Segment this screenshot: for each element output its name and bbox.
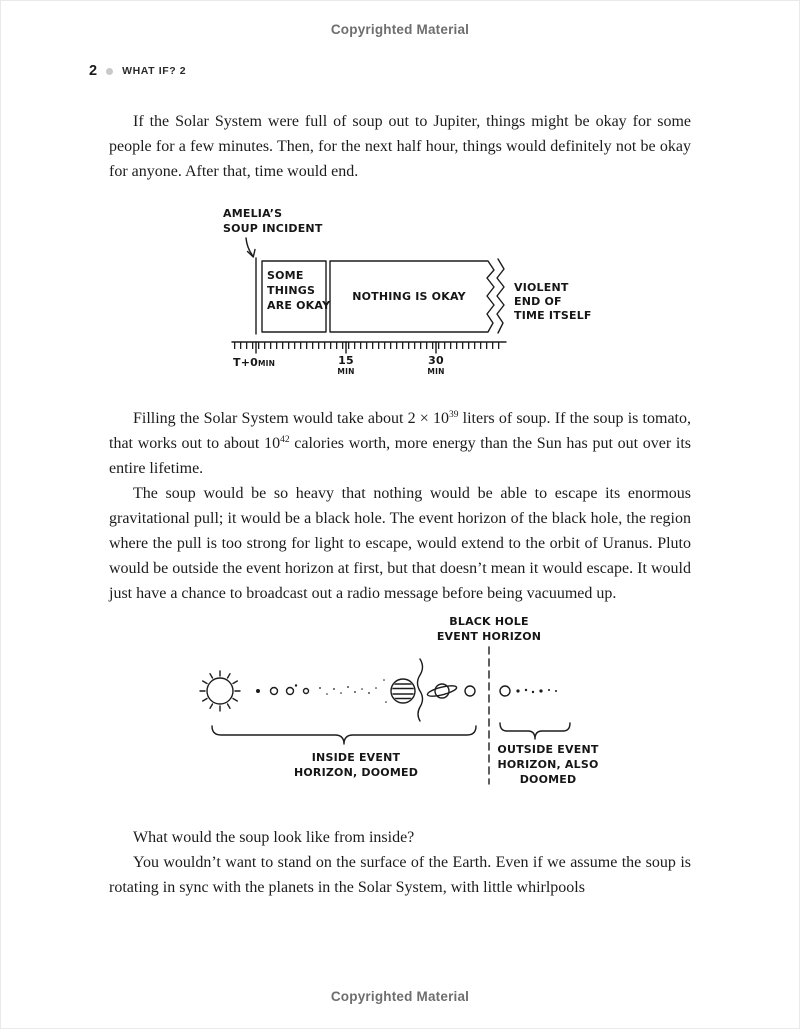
running-header: [89, 63, 799, 79]
outside-label-line3: DOOMED: [519, 773, 577, 786]
violent-end-label-line2: END OF: [514, 295, 562, 308]
copyright-notice-bottom: Copyrighted Material: [330, 989, 470, 1004]
okay-box-label-line1: SOME: [267, 269, 304, 282]
soup-ripple: [418, 659, 423, 721]
bullet-dot-icon: [106, 68, 113, 75]
p2-exponent-2: 42: [280, 435, 290, 445]
time-ruler: [232, 342, 506, 353]
inside-label-line2: HORIZON, DOOMED: [293, 766, 419, 779]
uranus-icon: [465, 686, 475, 696]
jupiter-icon: [389, 679, 417, 703]
timeline-comic-drawing: [216, 201, 616, 377]
p2-text: calories worth, more energy than the Sun has put out over its entire lifetime.: [109, 435, 692, 477]
not-okay-box-label: NOTHING IS OKAY: [352, 290, 466, 303]
tick-label-15-unit: MIN: [337, 367, 355, 376]
paragraph-3: The soup would be so heavy that nothing would be able to escape its enormous gravitational pull; it would be a black hole. The event horizon of the black hole, the region where the pull is too strong for light to escape, would extend to the orbit of Uranus. Pluto would be outside the event horizon at first, but that doesn’t mean it would escape. It would just have a chance to broadcast out a radio message before being vacuumed up.: [109, 485, 691, 602]
p2-text: Filling the Solar System would take about 2 × 10: [133, 410, 449, 427]
p2-text: liters of soup. If the soup is tomato, that works out to about 10: [109, 410, 691, 452]
outside-label-line2: HORIZON, ALSO: [497, 758, 599, 771]
page-content: [109, 109, 691, 900]
horizon-title-line1: BLACK HOLE: [449, 615, 529, 628]
outside-brace: [500, 723, 570, 739]
event-horizon-drawing: [196, 612, 616, 798]
venus-icon: [271, 688, 278, 695]
paragraph-4: What would the soup look like from inside?: [133, 829, 415, 846]
incident-arrow-icon: [246, 238, 255, 257]
earth-icon: [287, 688, 294, 695]
inside-brace: [212, 726, 476, 744]
okay-box-label-line2: THINGS: [267, 284, 316, 297]
horizon-title-line2: EVENT HORIZON: [436, 630, 542, 643]
neptune-icon: [500, 686, 510, 696]
outside-label-line1: OUTSIDE EVENT: [497, 743, 599, 756]
mercury-icon: [256, 689, 260, 693]
asteroid-belt-dots: [319, 679, 387, 703]
planets: [256, 659, 557, 721]
page-number: 2: [89, 63, 98, 79]
tick-label-0: T+0: [233, 356, 258, 369]
copyright-notice-top: Copyrighted Material: [330, 22, 470, 37]
event-horizon-comic: [109, 606, 691, 813]
torn-edge: [497, 259, 504, 333]
moon-icon: [295, 684, 297, 686]
incident-label-line1: AMELIA’S: [223, 207, 283, 220]
timeline-comic: [109, 184, 691, 388]
tick-label-0-unit: MIN: [258, 359, 276, 368]
incident-label-line2: SOUP INCIDENT: [223, 222, 323, 235]
okay-box-label-line3: ARE OKAY: [267, 299, 331, 312]
saturn-icon: [427, 684, 458, 699]
mars-icon: [304, 689, 309, 694]
kuiper-belt-dots: [516, 689, 557, 693]
violent-end-label-line1: VIOLENT: [514, 281, 569, 294]
sun-icon: [200, 671, 240, 711]
tick-label-30: 30: [428, 354, 444, 367]
tick-label-30-unit: MIN: [427, 367, 445, 376]
inside-label-line1: INSIDE EVENT: [311, 751, 401, 764]
paragraph-2: [109, 406, 691, 481]
book-title: WHAT IF? 2: [122, 65, 187, 77]
violent-end-label-line3: TIME ITSELF: [514, 309, 592, 322]
p2-exponent-1: 39: [448, 410, 459, 420]
paragraph-1: If the Solar System were full of soup out to Jupiter, things might be okay for some people for a few minutes. Then, for the next half hour, things would definitely not be okay for anyone. After that, time would end.: [109, 113, 691, 180]
paragraph-5: You wouldn’t want to stand on the surface of the Earth. Even if we assume the soup is rotating in sync with the planets in the Solar System, with little whirlpools: [109, 854, 691, 896]
tick-label-15: 15: [338, 354, 354, 367]
